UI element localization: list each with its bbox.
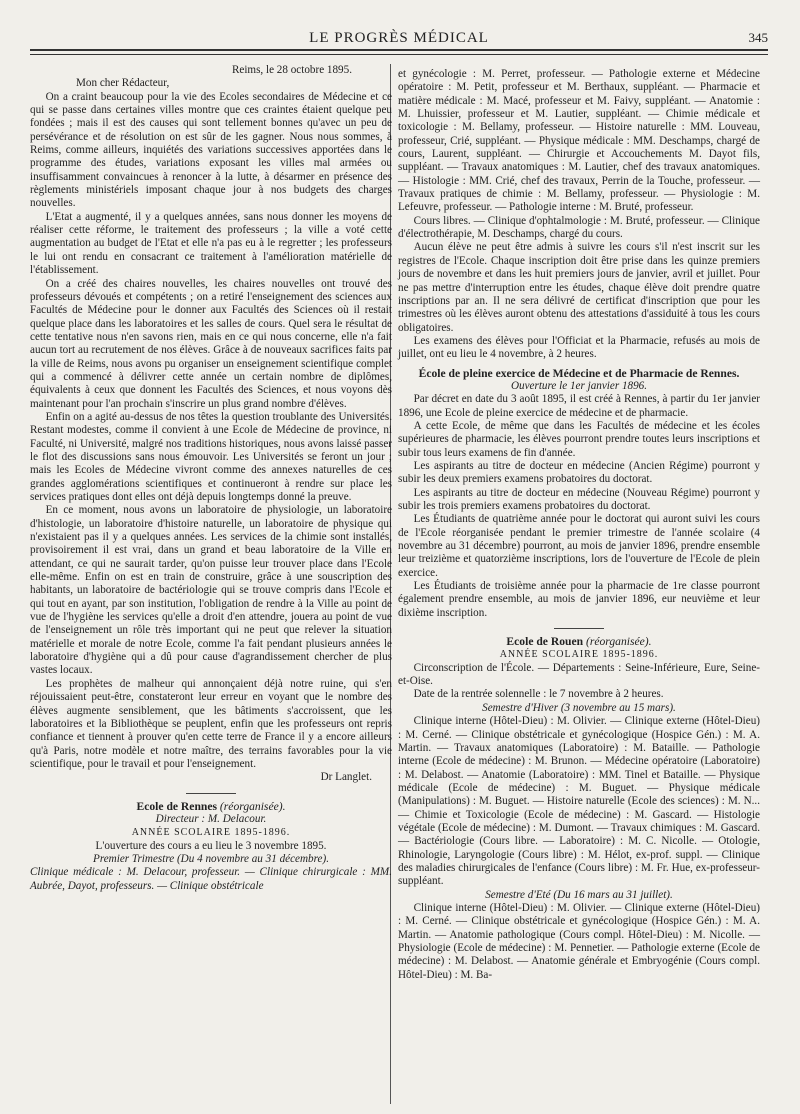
- paragraph: Enfin on a agité au-dessus de nos têtes la question troublante des Universités. Restant modestes, comme il convient à une Ecole de Médecine de province, ni Faculté, ni Université, malgré nos traditions historiques, nous avons laissé passer le flot des discussions sans nous émouvoir. Les Universités se feront un jour ; mais les Ecoles de Médecine vivront comme des annexes naturelles de ces grandes agglomérations scientifiques et continueront à rendre sur place les services pratiques dont elles ont déjà depuis longtemps donné la preuve.: [30, 410, 392, 503]
- rouen-winter-semester: Semestre d'Hiver (3 novembre au 15 mars).: [482, 701, 676, 714]
- paragraph: Cours libres. — Clinique d'ophtalmologie : M. Bruté, professeur. — Clinique d'électrothérapie, M. Deschamps, chargé du cours.: [398, 214, 760, 241]
- paragraph: On a craint beaucoup pour la vie des Ecoles secondaires de Médecine et ce qui se passe dans certaines villes montre que ces craintes étaient quelque peu fondées ; mais il est des causes qui sont tellement bonnes qu'avec un peu de persévérance et de résolution on est sûr de les gagner. Nous nous sommes, à Reims, comme ailleurs, inquiétés des variations successives apportées dans le programme des études, variations exposant les villes mal armées ou insuffisamment convaincues à renoncer à la lutte, à désarmer en présence des règlements ministériels imposant chaque jour à nos budgets des charges nouvelles.: [30, 90, 392, 210]
- paragraph: Les aspirants au titre de docteur en médecine (Ancien Régime) pourront y subir les deux premiers examens probatoires du doctorat.: [398, 459, 760, 486]
- paragraph: Par décret en date du 3 août 1895, il est créé à Rennes, à partir du 1er janvier 1896, une Ecole de pleine exercice de médecine et de pharmacie.: [398, 393, 760, 419]
- section-heading-rouen: [398, 635, 760, 648]
- rouen-circonscription: Circonscription de l'École. — Départements : Seine-Inférieure, Eure, Seine-et-Oise.: [398, 661, 760, 688]
- section-divider: [186, 793, 236, 794]
- signature: Dr Langlet.: [320, 771, 372, 784]
- rouen-summer-semester: Semestre d'Eté (Du 16 mars au 31 juillet).: [485, 888, 673, 901]
- paragraph: Les aspirants au titre de docteur en médecine (Nouveau Régime) pourront y subir les trois premiers examens probatoires du doctorat.: [398, 486, 760, 512]
- paragraph: Les Étudiants de troisième année pour la pharmacie de 1re classe pourront également prendre ensemble, au mois de janvier 1896, eur neuvième et leur dixième inscription.: [398, 580, 760, 619]
- paragraph: Les prophètes de malheur qui annonçaient déjà notre ruine, qui s'en réjouissaient peut-être, constateront leur erreur en voyant que le nombre des élèves augmente sensiblement, que les bâtiments s'accroissent, que les laboratoires et la Bibliothèque se peuplent, enfin que les professeurs ont repris confiance et tiennent à prouver qu'en cette terre de France il y a encore ailleurs qu'à Paris, notre modèle et notre maître, des terrains favorables pour la vie scientifique, pour le travail et pour l'enseignement.: [30, 677, 392, 770]
- rouen-rentree: Date de la rentrée solennelle : le 7 novembre à 2 heures.: [413, 688, 664, 701]
- paragraph: Les examens des élèves pour l'Officiat et la Pharmacie, refusés au mois de juillet, ont eu lieu le 4 novembre, à 2 heures.: [398, 334, 760, 361]
- left-column: [30, 64, 392, 893]
- paragraph: et gynécologie : M. Perret, professeur. — Pathologie externe et Médecine opératoire : M. Petit, professeur et M. Berthaux, suppléant. — Pharmacie et matière médicale : M. Macé, professeur et M. Faivy, suppléant. — Anatomie : M. Lhuissier, professeur et M. Lautier, suppléant. — Chimie médicale et toxicologie : M. Bellamy, professeur. — Histoire naturelle : MM. Louveau, professeur, Crié, suppléant. — Physique médicale : MM. Deschamps, chargé de cours, Laurent, suppléant. — Chirurgie et Accouchements M. Dayot fils, suppléant. — Travaux anatomiques : M. Lautier, chef des travaux anatomiques. — Histologie : MM. Crié, chef des travaux, Perrin de la Touche, professeur. — Travaux pratiques de chimie : M. Bellamy, professeur. — Physiologie : M. Lefeuvre, professeur. — Pathologie interne : M. Bruté, professeur.: [398, 68, 760, 214]
- heading-text: Ecole de Rennes: [136, 799, 218, 813]
- page-number: 345: [748, 30, 768, 45]
- letter-salutation: Mon cher Rédacteur,: [76, 77, 170, 90]
- header-rule-thick: [30, 49, 768, 51]
- section-divider: [554, 628, 604, 629]
- paragraph: L'Etat a augmenté, il y a quelques années, sans nous donner les moyens de réaliser cette réforme, le traitement des professeurs ; la ville a voté cette augmentation au budget de l'Etat et elle n'a pas eu à le regretter ; les professeurs le lui ont rendu en consacrant ce traitement à l'amélioration matérielle de l'établissement.: [30, 210, 392, 277]
- paragraph: Les Étudiants de quatrième année pour le doctorat qui auront suivi les cours de l'Ecole réorganisée pendant le premier trimestre de l'année scolaire (4 novembre au 31 décembre) pourront, au mois de janvier 1896, prendre ensemble leur treizième et quatorzième inscriptions, lors de l'ouverture de l'Ecole de plein exercice.: [398, 513, 760, 579]
- ecole-opening-date: Ouverture le 1er janvier 1896.: [510, 379, 648, 392]
- section-heading-ecole: École de pleine exercice de Médecine et de Pharmacie de Rennes.: [418, 366, 740, 380]
- rouen-winter-courses: Clinique interne (Hôtel-Dieu) : M. Olivier. — Clinique externe (Hôtel-Dieu) : M. Cerné. — Clinique obstétricale et gynécologique (Hospice Gén.) : M. A. Martin. — Travaux anatomiques (Laboratoire) : M. Bataille. — Pathologie interne (Ecole de médecine) : M. Brunon. — Médecine opératoire (Laboratoire) : M. Delabost. — Anatomie (Laboratoire) : MM. Tinel et Bataille. — Physique médicale (Ecole de médecine) : M. Buguet. — Physique médicale (Manipulations) : M. Buguet. — Histoire naturelle (Ecole des sciences) : M. N... — Chimie et Toxicologie (Ecole de médecine) : M. Gascard. — Histologie végétale (Ecole de médecine) : M. Dumont. — Travaux chimiques : M. Gascard. — Bactériologie (Cours libre. — Laboratoire) : M. C. Nicolle. — Otologie, Rhinologie, Laryngologie (Cours libre) : M. Hélot, ex-prof. suppl. — Clinique des maladies chirurgicales de l'enfance (Cours libre) : M. Fr. Hue, ex-professeur-suppléant.: [398, 715, 760, 888]
- paragraph: Aucun élève ne peut être admis à suivre les cours s'il n'est inscrit sur les registres de l'Ecole. Chaque inscription doit être prise dans les quinze premiers jours de novembre et dans les huit premiers jours de janvier, avril et juillet. Pour ne pas mettre d'interruption entre les études, chaque élève doit prendre quatre inscriptions par an. Il ne sera délivré de certificat d'inscription que pour les trimestres où les élèves auront obtenu des attestations d'assiduité à tous les cours obligatoires.: [398, 241, 760, 334]
- header-rule-thin: [30, 54, 768, 55]
- rennes-courses: Clinique médicale : M. Delacour, professeur. — Clinique chirurgicale : MM. Aubrée, Dayot, professeurs. — Clinique obstétricale: [30, 866, 392, 892]
- heading-text: Ecole de Rouen: [506, 635, 584, 649]
- rennes-year: ANNÉE SCOLAIRE 1895-1896.: [131, 827, 291, 839]
- section-heading-rennes: [30, 800, 392, 813]
- paragraph: A cette Ecole, de même que dans les Facultés de médecine et les écoles supérieures de pharmacie, les élèves pourront prendre toutes leurs inscriptions et subir tous leurs examens de fin d'année.: [398, 419, 760, 459]
- heading-suffix: (réorganisée).: [219, 799, 286, 813]
- journal-title: LE PROGRÈS MÉDICAL: [309, 30, 489, 46]
- rouen-summer-courses: Clinique interne (Hôtel-Dieu) : M. Olivier. — Clinique externe (Hôtel-Dieu) : M. Cerné. — Clinique obstétricale et gynécologique (Hospice Gén.) : M. A. Martin. — Anatomie pathologique (Cours compl. Hôtel-Dieu) : M. Nicolle. — Physiologie (Ecole de médecine) : M. Pennetier. — Pathologie externe (Ecole de médecine) : M. Delabost. — Anatomie générale et Embryogénie (Cours compl. Hôtel-Dieu) : M. Ba-: [398, 901, 760, 981]
- heading-suffix: (réorganisée).: [585, 635, 652, 649]
- paragraph: On a créé des chaires nouvelles, les chaires nouvelles ont trouvé des professeurs dévoués et compétents ; on a retiré l'enseignement des sciences aux Facultés de Médecine pour le donner aux Facultés des Sciences où il restait quelque place dans les laboratoires et les salles de cours. Quel sera le résultat de cette tentative nous n'en savons rien, mais en ce qui nous concerne, elle n'a fait aucun tort au recrutement de nos élèves. Grâce à de nouveaux sacrifices faits par la ville de Reims, nous avons pu organiser un enseignement scientifique complet qui a commencé à délivrer cette année un certain nombre de diplômes, équivalents à ceux que donnent les Facultés des Sciences, et nous voyons dès maintenant pour l'an prochain s'inscrire un plus grand nombre d'élèves.: [30, 277, 392, 410]
- rouen-year: ANNÉE SCOLAIRE 1895-1896.: [499, 649, 659, 661]
- letter-date: Reims, le 28 octobre 1895.: [231, 64, 352, 76]
- rennes-opening: L'ouverture des cours a eu lieu le 3 novembre 1895.: [95, 839, 327, 852]
- right-column: [398, 68, 760, 982]
- paragraph: En ce moment, nous avons un laboratoire de physiologie, un laboratoire d'histologie, un laboratoire d'histoire naturelle, un laboratoire de physique qui n'existaient pas il y a quelques années. Les services de la chimie sont installés, provisoirement il est vrai, dans un grand et beau laboratoire de la Ville en attendant, ce qui ne saurait tarder, qu'on puisse leur trouver place dans l'Ecole elle-même. Enfin on est en train de construire, grâce à une souscription des habitants, un laboratoire de bactériologie qui se trouve compris dans l'Ecole et qui tout en ayant, par son institution, l'obligation de rendre à la Ville au point de vue de l'hygiène les services qu'elle a droit d'en attendre, jouera au point de vue de l'enseignement un rôle très important qui ne peut que relever la situation matérielle et morale de notre Ecole, comme l'a fait pendant plusieurs années le laboratoire d'hygiène qui a dû pour cause d'agrandissement chercher de plus vastes locaux.: [30, 504, 392, 677]
- rennes-director: Directeur : M. Delacour.: [155, 812, 267, 825]
- rennes-trimester: Premier Trimestre (Du 4 novembre au 31 décembre).: [93, 852, 329, 865]
